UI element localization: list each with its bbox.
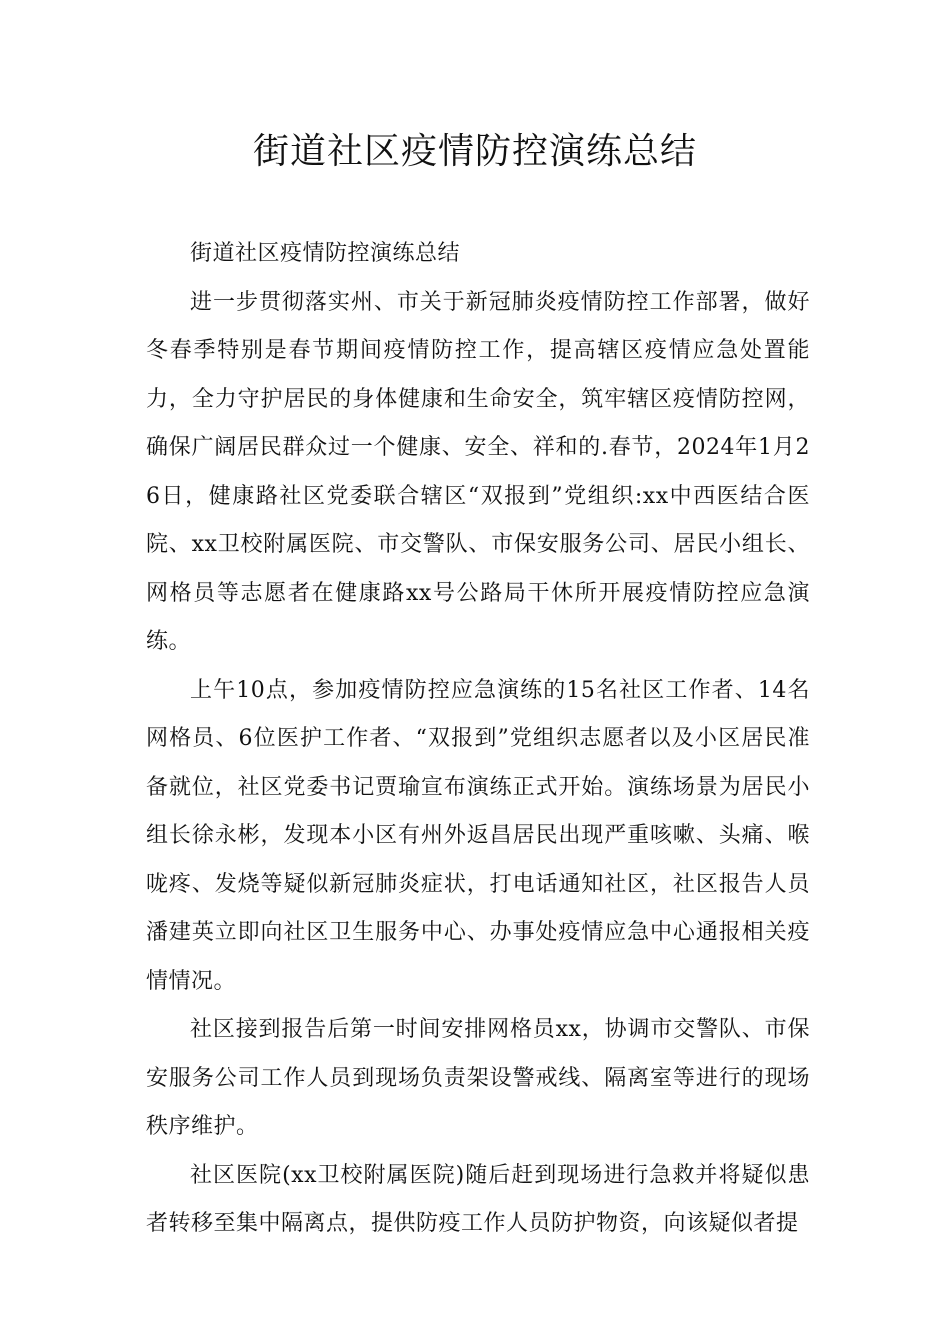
paragraph: 上午10点，参加疫情防控应急演练的15名社区工作者、14名网格员、6位医护工作者、“双报到”党组织志愿者以及小区居民准备就位，社区党委书记贾瑜宣布演练正式开始。演练场景为居民小组长徐永彬，发现本小区有州外返昌居民出现严重咳嗽、头痛、喉咙疼、发烧等疑似新冠肺炎症状，打电话通知社区，社区报告人员潘建英立即向社区卫生服务中心、办事处疫情应急中心通报相关疫情情况。 bbox=[146, 677, 810, 994]
paragraph-subtitle: 街道社区疫情防控演练总结 bbox=[190, 241, 461, 266]
document-body bbox=[146, 230, 810, 1249]
document-title: 街道社区疫情防控演练总结 bbox=[252, 131, 697, 172]
paragraph: 进一步贯彻落实州、市关于新冠肺炎疫情防控工作部署，做好冬春季特别是春节期间疫情防控工作，提高辖区疫情应急处置能力，全力守护居民的身体健康和生命安全，筑牢辖区疫情防控网，确保广阔居民群众过一个健康、安全、祥和的.春节，2024年1月26日，健康路社区党委联合辖区“双报到”党组织:xx中西医结合医院、xx卫校附属医院、市交警队、市保安服务公司、居民小组长、网格员等志愿者在健康路xx号公路局干休所开展疫情防控应急演练。 bbox=[146, 289, 810, 654]
paragraph: 社区医院(xx卫校附属医院)随后赶到现场进行急救并将疑似患者转移至集中隔离点，提供防疫工作人员防护物资，向该疑似者提 bbox=[146, 1162, 810, 1236]
paragraph: 社区接到报告后第一时间安排网格员xx，协调市交警队、市保安服务公司工作人员到现场负责架设警戒线、隔离室等进行的现场秩序维护。 bbox=[146, 1017, 810, 1139]
